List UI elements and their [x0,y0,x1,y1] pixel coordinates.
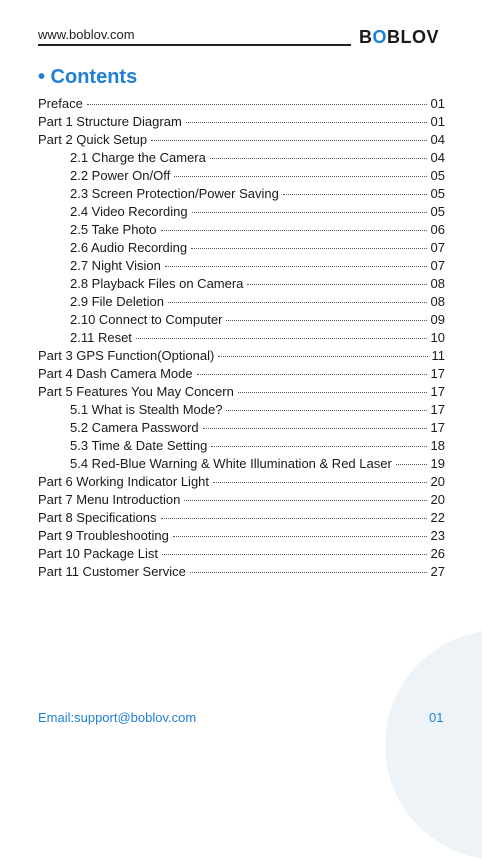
toc-entry[interactable] [38,348,445,366]
toc-entry-page: 27 [430,564,445,579]
toc-entry-label: 2.7 Night Vision [70,258,161,273]
toc-entry-page: 01 [430,114,445,129]
toc-entry-page: 09 [430,312,445,327]
toc-entry[interactable] [38,258,445,276]
header-website-link[interactable]: www.boblov.com [38,27,135,42]
toc-entry[interactable] [38,564,445,582]
toc-entry-label: Part 6 Working Indicator Light [38,474,210,489]
toc-entry-label: Part 9 Troubleshooting [38,528,169,543]
toc-entry[interactable] [38,294,445,312]
toc-entry[interactable] [38,510,445,528]
toc-entry[interactable] [38,186,445,204]
toc-leader-dots [218,356,427,357]
toc-entry[interactable] [38,474,445,492]
toc-entry-page: 06 [430,222,445,237]
toc-entry[interactable] [38,276,445,294]
toc-entry[interactable] [38,528,445,546]
toc-entry-label: Part 1 Structure Diagram [38,114,182,129]
toc-entry-page: 01 [430,96,445,111]
toc-entry[interactable] [38,402,445,420]
toc-entry-page: 20 [430,492,445,507]
toc-entry[interactable] [38,492,445,510]
toc-entry-page: 04 [430,150,445,165]
toc-entry-label: 2.3 Screen Protection/Power Saving [70,186,279,201]
toc-entry-page: 17 [430,420,445,435]
toc-entry-label: 2.4 Video Recording [70,204,188,219]
toc-entry-label: Part 8 Specifications [38,510,157,525]
toc-leader-dots [197,374,427,375]
decorative-circle [385,630,482,860]
footer-email[interactable]: Email:support@boblov.com [38,710,197,725]
toc-leader-dots [190,572,427,573]
toc-entry-label: Part 10 Package List [38,546,158,561]
toc-leader-dots [238,392,427,393]
toc-entry-page: 04 [430,132,445,147]
toc-entry[interactable] [38,132,445,150]
toc-leader-dots [247,284,426,285]
toc-leader-dots [168,302,427,303]
toc-leader-dots [213,482,427,483]
toc-leader-dots [165,266,427,267]
toc-leader-dots [161,230,427,231]
toc-entry-page: 11 [431,348,445,363]
toc-entry-label: 5.4 Red-Blue Warning & White Illumination & Red Laser [70,456,392,471]
toc-leader-dots [184,500,426,501]
toc-entry-label: 2.5 Take Photo [70,222,157,237]
toc-entry-label: 5.2 Camera Password [70,420,199,435]
toc-leader-dots [162,554,427,555]
toc-entry-page: 19 [430,456,445,471]
toc-entry[interactable] [38,312,445,330]
toc-entry-page: 05 [430,186,445,201]
toc-entry[interactable] [38,114,445,132]
toc-entry[interactable] [38,240,445,258]
toc-leader-dots [226,320,426,321]
footer-page-number: 01 [429,710,444,725]
toc-leader-dots [283,194,427,195]
toc-leader-dots [192,212,427,213]
toc-entry[interactable] [38,456,445,474]
toc-entry[interactable] [38,168,445,186]
toc-entry-page: 07 [430,240,445,255]
toc-entry[interactable] [38,420,445,438]
toc-entry-label: 2.11 Reset [70,330,132,345]
toc-entry[interactable] [38,96,445,114]
toc-entry[interactable] [38,384,445,402]
toc-entry-label: Part 11 Customer Service [38,564,186,579]
toc-leader-dots [226,410,426,411]
toc-entry[interactable] [38,150,445,168]
contents-heading: • Contents [38,66,138,88]
toc-entry-page: 18 [430,438,445,453]
toc-entry-label: 2.9 File Deletion [70,294,164,309]
toc-entry-page: 05 [430,168,445,183]
toc-leader-dots [396,464,427,465]
toc-leader-dots [186,122,427,123]
toc-leader-dots [151,140,426,141]
toc-entry-label: 5.3 Time & Date Setting [70,438,208,453]
table-of-contents [38,96,445,582]
toc-entry-label: 2.10 Connect to Computer [70,312,223,327]
header-divider [38,44,351,46]
toc-entry-label: Part 3 GPS Function(Optional) [38,348,215,363]
toc-entry-page: 20 [430,474,445,489]
toc-entry-label: 5.1 What is Stealth Mode? [70,402,223,417]
toc-entry-page: 17 [430,366,445,381]
toc-entry-label: Part 2 Quick Setup [38,132,148,147]
toc-entry-label: 2.8 Playback Files on Camera [70,276,244,291]
toc-entry-page: 17 [430,402,445,417]
toc-entry-page: 26 [430,546,445,561]
toc-leader-dots [191,248,426,249]
toc-leader-dots [174,176,426,177]
toc-entry[interactable] [38,366,445,384]
brand-logo: BOBLOV [359,27,440,47]
toc-entry-page: 23 [430,528,445,543]
toc-leader-dots [161,518,427,519]
toc-entry-page: 08 [430,294,445,309]
toc-entry[interactable] [38,330,445,348]
toc-entry-page: 10 [430,330,445,345]
toc-leader-dots [203,428,427,429]
toc-leader-dots [211,446,426,447]
toc-entry-page: 07 [430,258,445,273]
toc-entry-page: 22 [430,510,445,525]
toc-leader-dots [87,104,427,105]
toc-entry-page: 17 [430,384,445,399]
toc-entry-label: 2.2 Power On/Off [70,168,171,183]
toc-entry-label: Part 4 Dash Camera Mode [38,366,193,381]
toc-entry[interactable] [38,204,445,222]
toc-entry[interactable] [38,438,445,456]
toc-entry-page: 05 [430,204,445,219]
toc-entry[interactable] [38,546,445,564]
toc-entry-label: Part 5 Features You May Concern [38,384,234,399]
toc-leader-dots [173,536,427,537]
toc-entry[interactable] [38,222,445,240]
toc-entry-label: 2.1 Charge the Camera [70,150,206,165]
toc-entry-page: 08 [430,276,445,291]
toc-leader-dots [136,338,427,339]
toc-leader-dots [210,158,427,159]
toc-entry-label: 2.6 Audio Recording [70,240,188,255]
toc-entry-label: Part 7 Menu Introduction [38,492,181,507]
toc-entry-label: Preface [38,96,83,111]
